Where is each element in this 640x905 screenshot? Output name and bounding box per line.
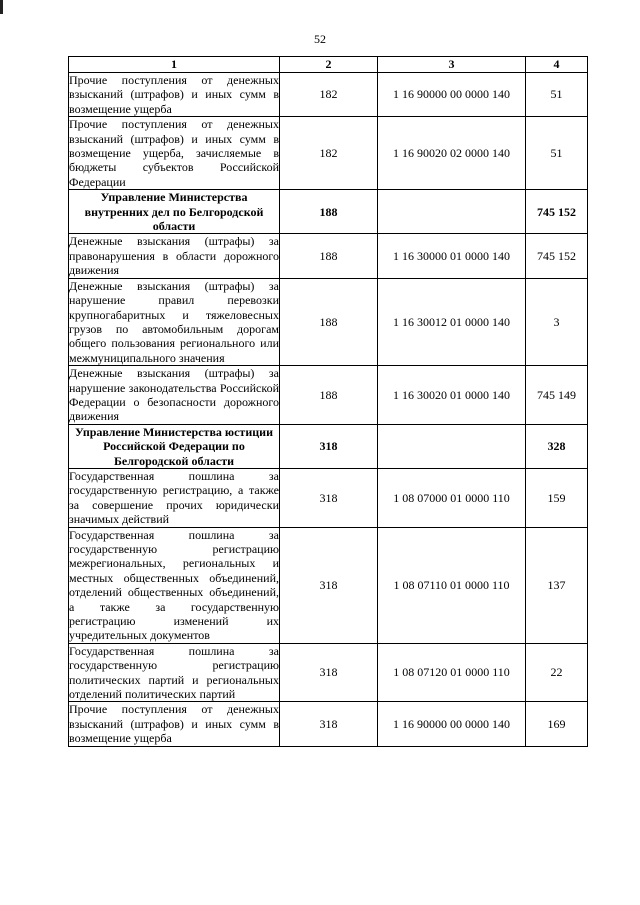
row-amount: 137	[526, 527, 588, 643]
scan-edge-mark	[0, 0, 3, 14]
column-header-row	[69, 57, 588, 73]
table-row	[69, 366, 588, 425]
page-number: 52	[314, 32, 326, 46]
row-name: Управление Министерства юстиции Российской Федерации по Белгородской области	[69, 424, 280, 468]
table-row-administrator	[69, 190, 588, 234]
table-row	[69, 643, 588, 702]
column-header-2: 2	[280, 57, 378, 73]
column-header-1: 1	[69, 57, 280, 73]
row-admin-code: 318	[280, 424, 378, 468]
row-amount: 745 152	[526, 190, 588, 234]
row-admin-code: 188	[280, 366, 378, 425]
row-budget-code: 1 16 90000 00 0000 140	[378, 702, 526, 746]
row-budget-code: 1 16 30020 01 0000 140	[378, 366, 526, 425]
row-admin-code: 182	[280, 117, 378, 190]
table-row	[69, 468, 588, 527]
row-admin-code: 318	[280, 468, 378, 527]
row-name: Государственная пошлина за государственную регистрацию политических партий и региональных отделений политических партий	[69, 643, 279, 702]
row-amount: 22	[526, 643, 588, 702]
row-amount: 745 152	[526, 234, 588, 278]
table-row	[69, 278, 588, 365]
row-name: Прочие поступления от денежных взысканий (штрафов) и иных сумм в возмещение ущерба	[69, 73, 279, 116]
table-row	[69, 527, 588, 643]
table-row-administrator	[69, 424, 588, 468]
row-admin-code: 318	[280, 643, 378, 702]
row-amount: 159	[526, 468, 588, 527]
row-budget-code: 1 08 07110 01 0000 110	[378, 527, 526, 643]
row-budget-code: 1 08 07120 01 0000 110	[378, 643, 526, 702]
table-row	[69, 702, 588, 746]
row-name: Денежные взыскания (штрафы) за нарушение законодательства Российской Федерации о безопасности дорожного движения	[69, 366, 279, 424]
row-amount: 328	[526, 424, 588, 468]
row-name: Государственная пошлина за государственную регистрацию, а также за совершение прочих юридически значимых действий	[69, 468, 279, 527]
row-name: Управление Министерства внутренних дел по Белгородской области	[69, 190, 280, 234]
row-budget-code: 1 16 30012 01 0000 140	[378, 278, 526, 365]
row-budget-code: 1 16 30000 01 0000 140	[378, 234, 526, 278]
row-amount: 3	[526, 278, 588, 365]
table-row	[69, 234, 588, 278]
row-admin-code: 188	[280, 190, 378, 234]
row-name: Денежные взыскания (штрафы) за нарушение правил перевозки крупногабаритных и тяжеловесных грузов по автомобильным дорогам общего пользования регионального или межмуниципального значения	[69, 278, 279, 365]
row-admin-code: 182	[280, 73, 378, 117]
row-budget-code: 1 08 07000 01 0000 110	[378, 468, 526, 527]
column-header-3: 3	[378, 57, 526, 73]
row-admin-code: 318	[280, 702, 378, 746]
row-amount: 169	[526, 702, 588, 746]
row-admin-code: 318	[280, 527, 378, 643]
row-admin-code: 188	[280, 234, 378, 278]
table-row	[69, 117, 588, 190]
row-budget-code: 1 16 90020 02 0000 140	[378, 117, 526, 190]
column-header-4: 4	[526, 57, 588, 73]
table-row	[69, 73, 588, 117]
row-name: Денежные взыскания (штрафы) за правонарушения в области дорожного движения	[69, 234, 279, 278]
row-budget-code: 1 16 90000 00 0000 140	[378, 73, 526, 117]
row-amount: 51	[526, 117, 588, 190]
row-name: Государственная пошлина за государственную регистрацию межрегиональных, региональных и местных общественных объединений, отделений общественных объединений, а также за государственную регистрацию изменений их учредительных документов	[69, 527, 279, 643]
row-admin-code: 188	[280, 278, 378, 365]
row-budget-code	[378, 190, 526, 234]
row-amount: 51	[526, 73, 588, 117]
row-amount: 745 149	[526, 366, 588, 425]
row-name: Прочие поступления от денежных взысканий (штрафов) и иных сумм в возмещение ущерба, зачисляемые в бюджеты субъектов Российской Федерации	[69, 117, 279, 189]
budget-table	[68, 56, 588, 747]
row-name: Прочие поступления от денежных взысканий (штрафов) и иных сумм в возмещение ущерба	[69, 702, 279, 746]
row-budget-code	[378, 424, 526, 468]
